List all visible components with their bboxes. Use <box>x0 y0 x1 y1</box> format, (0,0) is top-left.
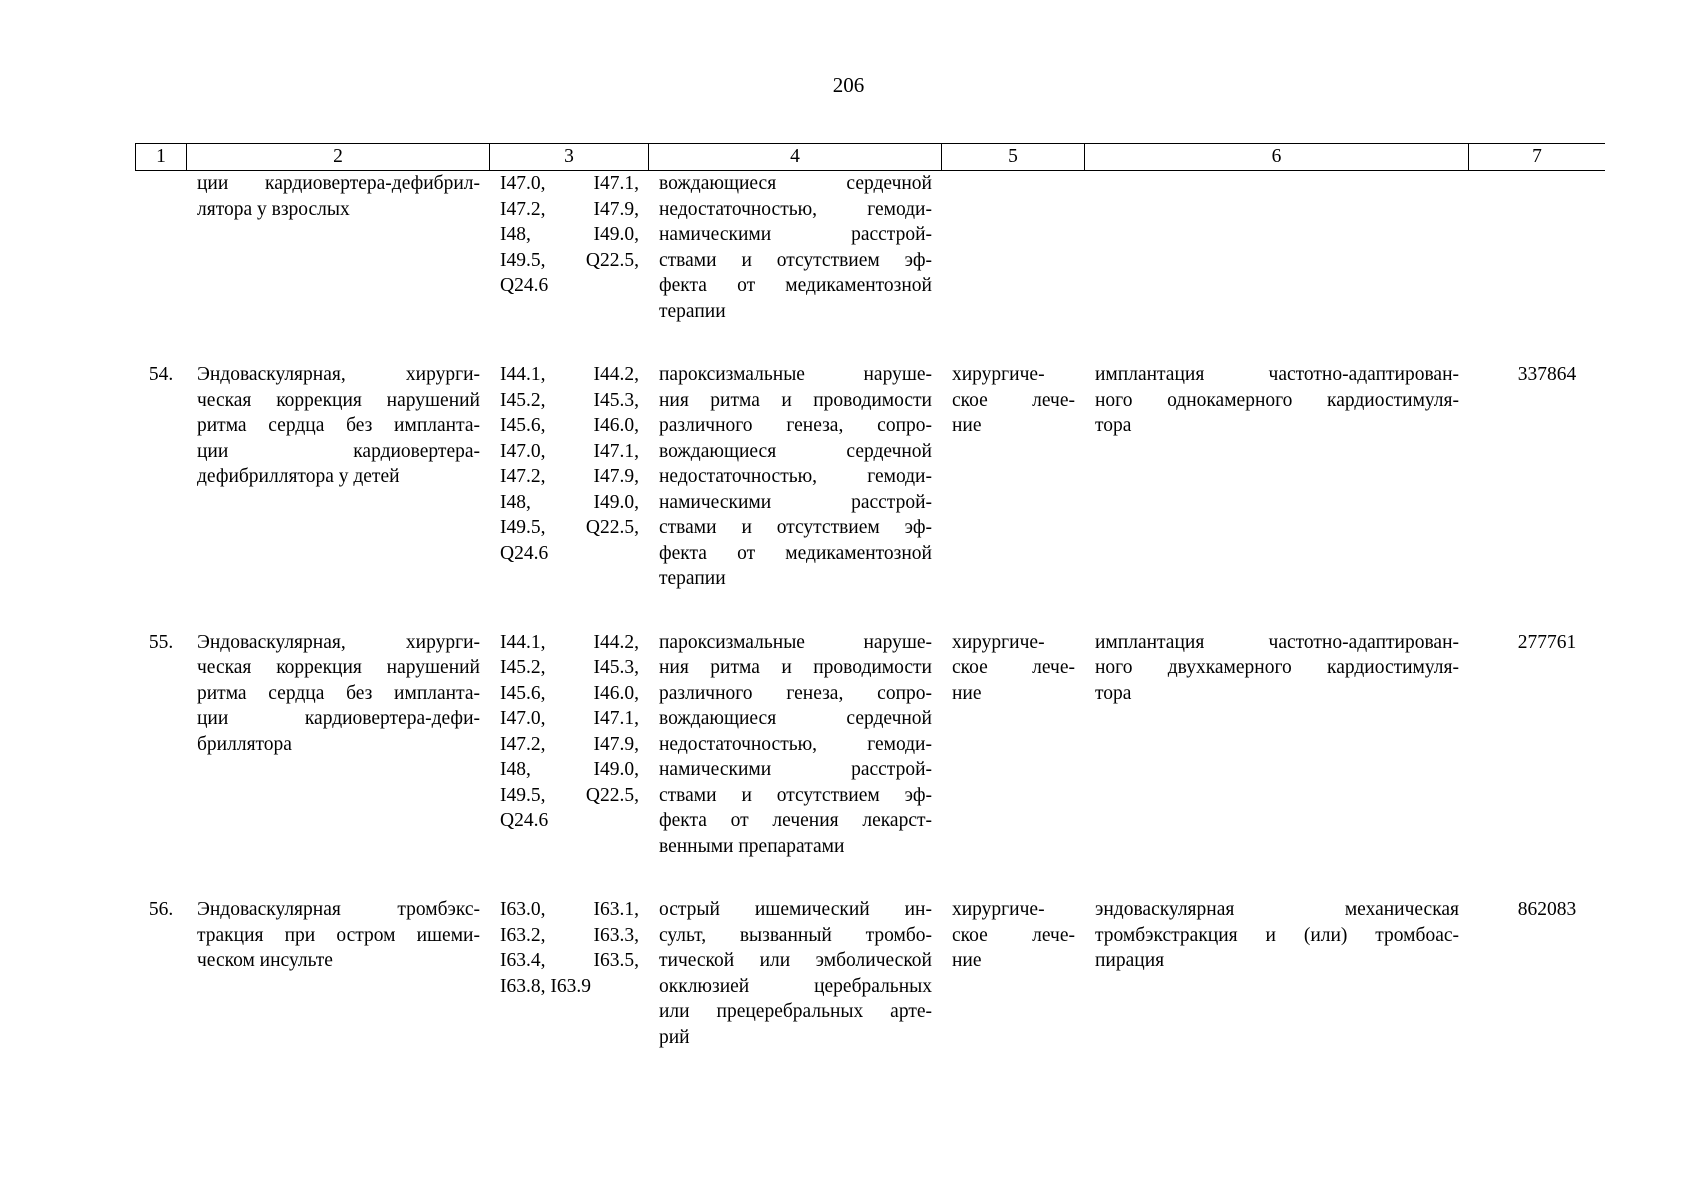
header-col-2: 2 <box>187 144 490 170</box>
cell-line: различного генеза, сопро- <box>659 682 932 704</box>
cell-line: венными препаратами <box>659 835 845 857</box>
cell-line: фекта от медикаментозной <box>659 275 932 296</box>
icd-code: I45.3, <box>593 657 639 678</box>
cell-line: дефибриллятора у детей <box>197 466 400 487</box>
header-col-3: 3 <box>490 144 649 170</box>
cell-line: имплантация частотно-адаптирован- <box>1095 364 1459 385</box>
icd-code: I45.6, <box>500 682 546 704</box>
icd-code: I49.0, <box>593 224 639 245</box>
icd-code: I44.1, <box>500 364 546 385</box>
cell-line: ское лече- <box>952 924 1075 946</box>
header-col-4: 4 <box>649 144 942 170</box>
icd-code: I48, <box>500 491 531 513</box>
service-name <box>187 630 490 860</box>
icd-codes <box>490 630 649 860</box>
icd-code: I47.1, <box>593 440 639 462</box>
treatment-type <box>942 362 1085 592</box>
table-row <box>135 630 1605 860</box>
icd-code: I49.5, <box>500 517 546 538</box>
icd-code: Q22.5, <box>585 517 639 538</box>
icd-code: Q22.5, <box>585 249 639 271</box>
cell-line: ние <box>952 415 982 436</box>
cell-line: намическими расстрой- <box>659 759 932 780</box>
cost-value: 277761 <box>1517 631 1577 653</box>
icd-code: I44.1, <box>500 631 546 653</box>
cell-line: пирация <box>1095 950 1165 971</box>
icd-code-line <box>500 757 639 783</box>
icd-code: I45.2, <box>500 389 546 411</box>
icd-code: I47.0, <box>500 708 546 729</box>
icd-code: I47.9, <box>593 733 639 755</box>
cell-line: различного генеза, сопро- <box>659 415 932 436</box>
patient-condition <box>649 897 942 1050</box>
cell-line: вождающиеся сердечной <box>659 440 932 462</box>
cell-line: ское лече- <box>952 389 1075 411</box>
standard-cost <box>1469 897 1605 1050</box>
cell-line: ствами и отсутствием эф- <box>659 784 932 806</box>
icd-code-line <box>500 630 639 656</box>
icd-code-line <box>500 541 639 567</box>
cell-line: Эндоваскулярная тромбэкс- <box>197 899 480 920</box>
cell-line: Эндоваскулярная, хирурги- <box>197 631 480 653</box>
icd-code: I47.9, <box>593 466 639 487</box>
cell-line: тора <box>1095 415 1132 436</box>
cost-value: 862083 <box>1517 899 1577 920</box>
cell-line: намическими расстрой- <box>659 224 932 245</box>
icd-code-line <box>500 783 639 809</box>
page-number: 206 <box>832 73 865 97</box>
cell-line: тромбэкстракция и (или) тромбоас- <box>1095 924 1459 946</box>
cell-line: имплантация частотно-адаптирован- <box>1095 631 1459 653</box>
cell-line: пароксизмальные наруше- <box>659 631 932 653</box>
service-name <box>187 897 490 1050</box>
icd-code: Q24.6 <box>500 275 549 296</box>
cell-line: хирургиче- <box>952 631 1045 653</box>
icd-code-line <box>500 388 639 414</box>
cell-line: недостаточностью, гемоди- <box>659 198 932 220</box>
icd-code-line <box>500 248 639 274</box>
row-number-text <box>135 171 187 197</box>
icd-code-line <box>500 948 639 974</box>
icd-code: I47.1, <box>593 708 639 729</box>
icd-code: I63.2, <box>500 924 546 946</box>
cell-line: рий <box>659 1026 690 1048</box>
icd-code: I47.0, <box>500 173 546 194</box>
icd-code-line <box>500 655 639 681</box>
table-row <box>135 171 1605 324</box>
treatment-method <box>1085 897 1469 1050</box>
icd-codes <box>490 897 649 1050</box>
cell-line: терапии <box>659 300 726 322</box>
cell-line: вождающиеся сердечной <box>659 173 932 194</box>
icd-code: Q22.5, <box>585 784 639 806</box>
treatment-type <box>942 897 1085 1050</box>
icd-code: I46.0, <box>593 415 639 436</box>
cell-line: фекта от медикаментозной <box>659 542 932 564</box>
cost-value <box>1489 171 1605 197</box>
cell-line: тической или эмболической <box>659 950 932 971</box>
icd-code-line <box>500 197 639 223</box>
cell-line: ции кардиовертера-дефибрил- <box>197 173 480 194</box>
cell-line: лятора у взрослых <box>197 198 350 220</box>
icd-code: I45.6, <box>500 415 546 436</box>
table-body <box>135 171 1605 1050</box>
icd-code: Q24.6 <box>500 542 549 564</box>
cell-line: ние <box>952 682 982 704</box>
cell-line: хирургиче- <box>952 364 1045 385</box>
icd-code: Q24.6 <box>500 810 549 831</box>
icd-code: I47.0, <box>500 440 546 462</box>
header-col-7: 7 <box>1532 146 1542 167</box>
cell-line: хирургиче- <box>952 899 1045 920</box>
icd-code: I46.0, <box>593 682 639 704</box>
icd-code: I47.9, <box>593 198 639 220</box>
icd-code-line <box>500 515 639 541</box>
cell-line: недостаточностью, гемоди- <box>659 733 932 755</box>
icd-code: I63.3, <box>593 924 639 946</box>
cell-line: ческая коррекция нарушений <box>197 389 480 411</box>
row-number-text: 56. <box>148 899 174 920</box>
icd-code-line <box>500 439 639 465</box>
icd-code: I44.2, <box>593 631 639 653</box>
icd-code: I44.2, <box>593 364 639 385</box>
icd-code-line <box>500 464 639 490</box>
table-row <box>135 362 1605 592</box>
row-number-text: 55. <box>148 631 174 653</box>
cell-line: ствами и отсутствием эф- <box>659 249 932 271</box>
icd-code-line <box>500 974 639 1000</box>
cell-line: тора <box>1095 682 1132 704</box>
cell-line: ческом инсульте <box>197 950 333 971</box>
cell-line: сульт, вызванный тромбо- <box>659 924 932 946</box>
cell-line: или прецеребральных арте- <box>659 1001 932 1022</box>
icd-code: I48, <box>500 224 531 245</box>
cell-line: ческая коррекция нарушений <box>197 657 480 678</box>
icd-code-line <box>500 222 639 248</box>
icd-code: I48, <box>500 759 531 780</box>
cell-line: ного однокамерного кардиостимуля- <box>1095 389 1459 411</box>
cell-line: вождающиеся сердечной <box>659 708 932 729</box>
cell-line: намическими расстрой- <box>659 491 932 513</box>
icd-code: I49.0, <box>593 491 639 513</box>
cell-line: ного двухкамерного кардиостимуля- <box>1095 657 1459 678</box>
icd-code-line <box>500 681 639 707</box>
treatment-method <box>1085 362 1469 592</box>
icd-code-line <box>500 923 639 949</box>
icd-code: I49.5, <box>500 249 546 271</box>
table-row <box>135 897 1605 1050</box>
row-number <box>135 171 187 324</box>
cell-line: ское лече- <box>952 657 1075 678</box>
cell-line: тракция при остром ишеми- <box>197 924 480 946</box>
patient-condition <box>649 362 942 592</box>
icd-code-line <box>500 413 639 439</box>
row-number-text: 54. <box>148 364 174 385</box>
header-col-6: 6 <box>1085 144 1469 170</box>
treatment-method <box>1085 630 1469 860</box>
row-number <box>135 362 187 592</box>
cell-line: Эндоваскулярная, хирурги- <box>197 364 480 385</box>
treatment-type <box>942 171 1085 324</box>
icd-code: I63.4, <box>500 950 546 971</box>
icd-code: I45.2, <box>500 657 546 678</box>
cell-line: фекта от лечения лекарст- <box>659 810 932 831</box>
service-name <box>187 171 490 324</box>
cell-line: окклюзией церебральных <box>659 975 932 997</box>
standard-cost <box>1469 362 1605 592</box>
cell-line: ритма сердца без импланта- <box>197 682 480 704</box>
header-col-1: 1 <box>135 144 187 170</box>
cell-line: недостаточностью, гемоди- <box>659 466 932 487</box>
icd-codes <box>490 171 649 324</box>
icd-code: I49.0, <box>593 759 639 780</box>
treatment-method <box>1085 171 1469 324</box>
icd-code: I47.1, <box>593 173 639 194</box>
cell-line: эндоваскулярная механическая <box>1095 899 1459 920</box>
cost-value: 337864 <box>1517 364 1577 385</box>
icd-code-line <box>500 171 639 197</box>
icd-code: I63.1, <box>593 899 639 920</box>
icd-code-line <box>500 362 639 388</box>
cell-line: ние <box>952 950 982 971</box>
icd-code-line <box>500 706 639 732</box>
patient-condition <box>649 630 942 860</box>
icd-code: I63.5, <box>593 950 639 971</box>
icd-code-line <box>500 897 639 923</box>
cell-line: бриллятора <box>197 733 292 755</box>
cell-line: ния ритма и проводимости <box>659 389 932 411</box>
standard-cost <box>1469 171 1605 324</box>
icd-code: I45.3, <box>593 389 639 411</box>
icd-code-line <box>500 490 639 516</box>
services-table <box>135 143 1605 1050</box>
row-number <box>135 897 187 1050</box>
cell-line: ния ритма и проводимости <box>659 657 932 678</box>
icd-code: I47.2, <box>500 466 546 487</box>
icd-code: I47.2, <box>500 198 546 220</box>
icd-code: I63.0, <box>500 899 546 920</box>
treatment-type <box>942 630 1085 860</box>
icd-code: I63.8, I63.9 <box>500 975 591 997</box>
row-number <box>135 630 187 860</box>
icd-codes <box>490 362 649 592</box>
icd-code: I47.2, <box>500 733 546 755</box>
cell-line: пароксизмальные наруше- <box>659 364 932 385</box>
cell-line: ции кардиовертера- <box>197 440 480 462</box>
table-header <box>135 143 1605 171</box>
cell-line: ции кардиовертера-дефи- <box>197 708 480 729</box>
cell-line: ствами и отсутствием эф- <box>659 517 932 538</box>
standard-cost <box>1469 630 1605 860</box>
cell-line: острый ишемический ин- <box>659 899 932 920</box>
icd-code-line <box>500 808 639 834</box>
header-col-5: 5 <box>942 144 1085 170</box>
service-name <box>187 362 490 592</box>
patient-condition <box>649 171 942 324</box>
icd-code-line <box>500 732 639 758</box>
cell-line: терапии <box>659 568 726 589</box>
icd-code: I49.5, <box>500 784 546 806</box>
icd-code-line <box>500 273 639 299</box>
cell-line: ритма сердца без импланта- <box>197 415 480 436</box>
